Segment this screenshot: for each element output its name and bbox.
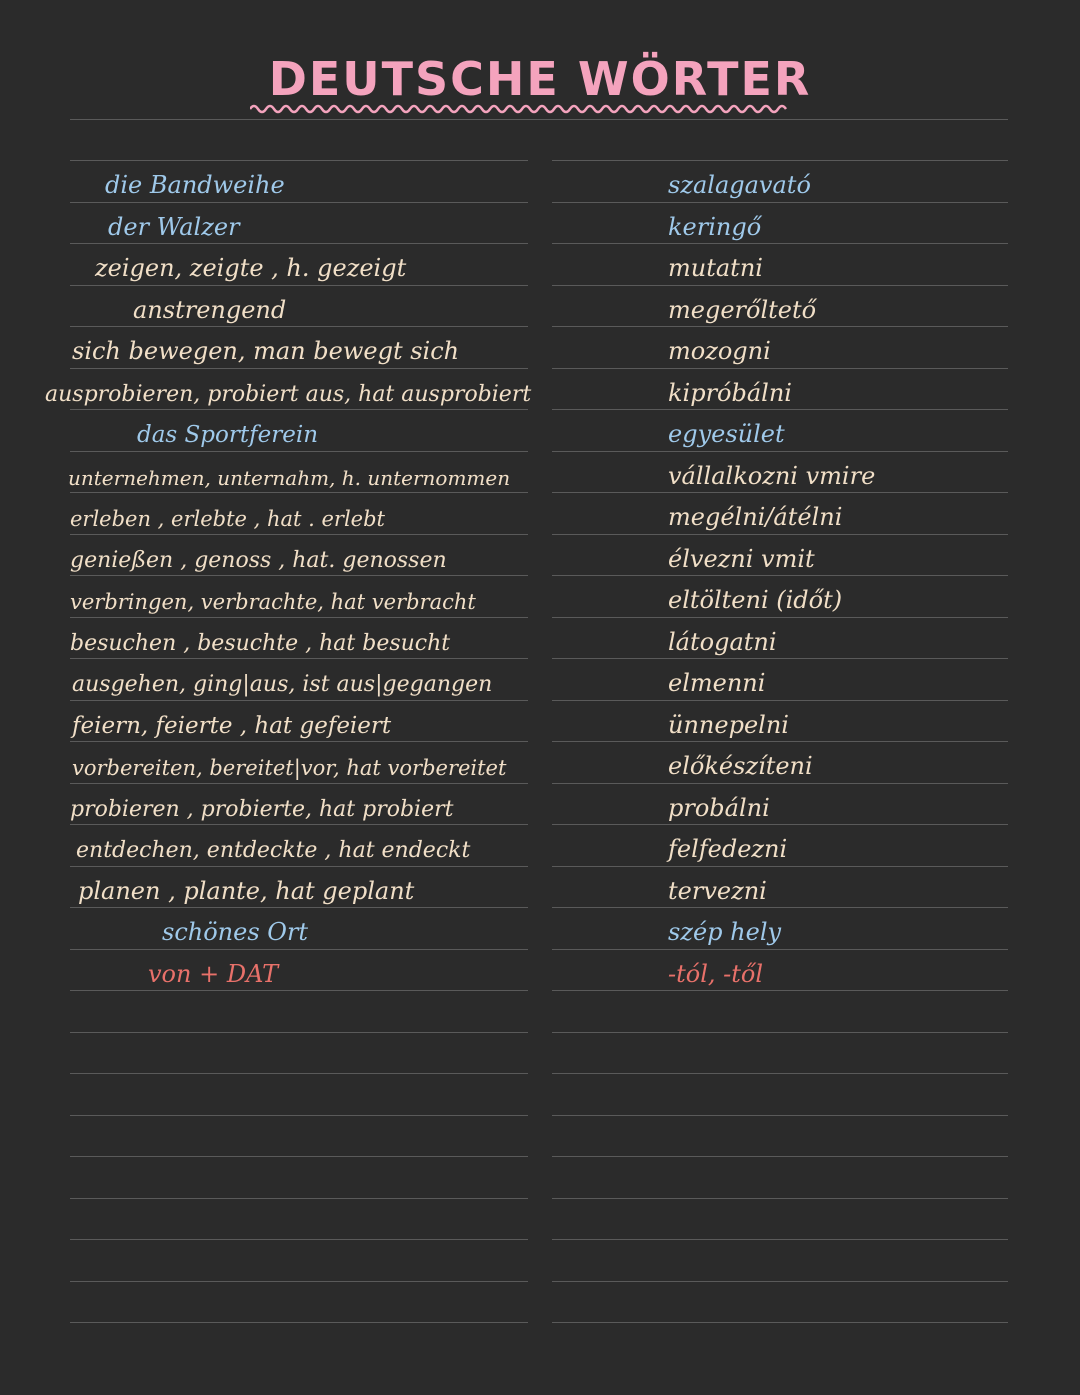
hungarian-translation: szép hely [668,918,782,946]
ruled-line [552,1239,1008,1240]
german-word: unternehmen, unternahm, h. unternommen [68,466,511,490]
ruled-line [552,990,1008,991]
german-word: anstrengend [133,296,287,324]
vocab-row [0,866,1080,907]
ruled-line [70,1322,528,1323]
vocab-row [0,783,1080,824]
german-word: zeigen, zeigte , h. gezeigt [95,254,407,282]
vocab-row [0,658,1080,699]
ruled-line [552,1073,1008,1074]
ruled-line [552,1115,1008,1116]
hungarian-translation: tervezni [668,877,767,905]
vocab-row [0,202,1080,243]
german-word: probieren , probierte, hat probiert [70,797,454,822]
ruled-line [552,1198,1008,1199]
ruled-line [70,1073,528,1074]
german-word: erleben , erlebte , hat . erlebt [70,507,385,531]
hungarian-translation: előkészíteni [668,752,813,780]
german-word: genießen , genoss , hat. genossen [70,548,447,573]
vocab-row [0,824,1080,865]
vocab-row [0,700,1080,741]
vocab-row [0,326,1080,367]
ruled-line [70,119,1008,120]
ruled-line [70,990,528,991]
vocab-row [0,160,1080,201]
hungarian-translation: látogatni [668,628,777,656]
vocab-row [0,741,1080,782]
hungarian-translation: keringő [668,213,762,241]
hungarian-translation: megélni/átélni [668,503,843,531]
hungarian-translation: ünnepelni [668,711,789,739]
ruled-line [552,1281,1008,1282]
german-word: planen , plante, hat geplant [78,877,415,905]
hungarian-translation: felfedezni [668,835,788,863]
ruled-line [70,1281,528,1282]
hungarian-translation: kipróbálni [668,379,792,407]
german-word: schönes Ort [162,918,309,946]
vocab-row [0,575,1080,616]
ruled-line [552,1322,1008,1323]
german-word: die Bandweihe [105,171,285,199]
title-underline-wave [250,102,790,116]
german-word: das Sportferein [137,422,319,448]
german-word: ausgehen, ging|aus, ist aus|gegangen [72,672,493,697]
ruled-line [70,1156,528,1157]
german-word: vorbereiten, bereitet|vor, hat vorbereitet [72,756,507,780]
hungarian-translation: probálni [668,794,770,822]
vocab-row [0,617,1080,658]
vocab-row [0,534,1080,575]
german-word: sich bewegen, man bewegt sich [72,337,460,365]
german-word: entdechen, entdeckte , hat endeckt [76,838,471,863]
hungarian-translation: elmenni [668,669,766,697]
german-word: ausprobieren, probiert aus, hat ausprobiert [45,382,532,407]
hungarian-translation: -tól, -től [668,960,764,988]
vocab-row [0,949,1080,990]
hungarian-translation: élvezni vmit [668,545,815,573]
german-word: feiern, feierte , hat gefeiert [72,713,392,739]
vocab-row [0,492,1080,533]
hungarian-translation: mozogni [668,337,771,365]
vocab-row [0,285,1080,326]
hungarian-translation: eltölteni (időt) [668,586,843,614]
hungarian-translation: szalagavató [668,171,811,199]
hungarian-translation: vállalkozni vmire [668,462,876,490]
hungarian-translation: mutatni [668,254,763,282]
hungarian-translation: egyesület [668,420,785,448]
ruled-line [70,1239,528,1240]
ruled-line [70,1115,528,1116]
vocab-row [0,409,1080,450]
ruled-line [552,1032,1008,1033]
vocab-row [0,368,1080,409]
page-title: DEUTSCHE WÖRTER [268,52,812,106]
german-word: von + DAT [148,960,279,988]
vocab-row [0,243,1080,284]
vocab-row [0,451,1080,492]
vocab-row [0,907,1080,948]
german-word: der Walzer [108,213,240,241]
german-word: verbringen, verbrachte, hat verbracht [70,590,476,614]
ruled-line [70,1032,528,1033]
hungarian-translation: megerőltető [668,296,817,324]
german-word: besuchen , besuchte , hat besucht [70,631,451,656]
ruled-line [552,1156,1008,1157]
ruled-line [70,1198,528,1199]
